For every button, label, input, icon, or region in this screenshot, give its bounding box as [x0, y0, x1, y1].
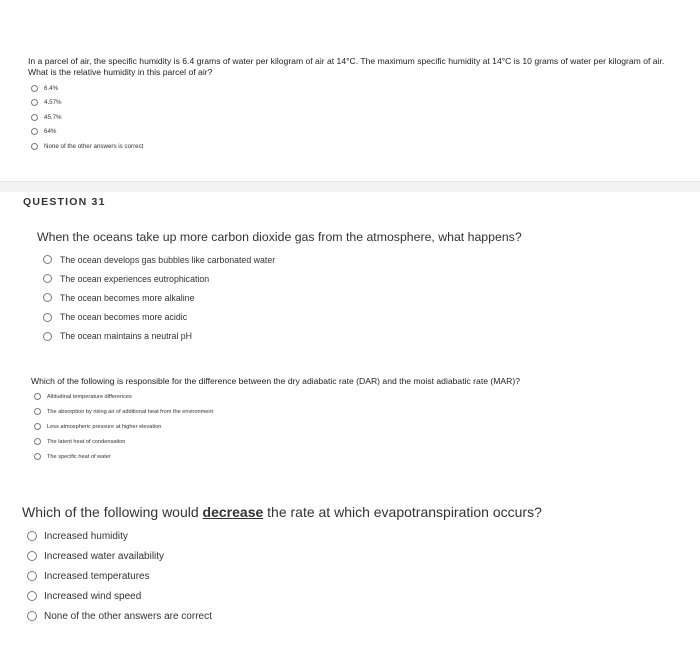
option-label: The specific heat of water: [47, 453, 111, 460]
question-text: [22, 504, 662, 520]
answer-option[interactable]: [37, 288, 657, 307]
radio-button[interactable]: [43, 332, 52, 341]
radio-button[interactable]: [31, 99, 38, 106]
option-label: Increased wind speed: [44, 590, 142, 602]
option-label: 64%: [44, 128, 57, 136]
question-ocean-co2: [37, 230, 657, 346]
answer-option[interactable]: [28, 139, 668, 154]
question-text: When the oceans take up more carbon dioxide gas from the atmosphere, what happens?: [37, 230, 522, 244]
answer-option[interactable]: [22, 546, 662, 566]
radio-button[interactable]: [43, 293, 52, 302]
option-label: Increased humidity: [44, 530, 128, 542]
option-label: None of the other answers are correct: [44, 610, 212, 622]
option-label: The ocean becomes more alkaline: [60, 292, 195, 303]
radio-button[interactable]: [31, 114, 38, 121]
answer-option[interactable]: [28, 110, 668, 125]
question-text: Which of the following is responsible for the difference between the dry adiabatic rate (DAR) and the moist adiabatic rate (MAR)?: [31, 376, 520, 386]
answer-option[interactable]: [37, 308, 657, 327]
radio-button[interactable]: [43, 274, 52, 283]
option-label: 45.7%: [44, 113, 62, 121]
option-label: Increased water availability: [44, 550, 165, 562]
answer-option[interactable]: [37, 250, 657, 269]
question-text-start: Which of the following would: [22, 504, 203, 520]
option-label: The absorption by rising air of additional heat from the environment: [47, 408, 214, 415]
answer-option[interactable]: [31, 404, 681, 419]
radio-button[interactable]: [27, 591, 37, 601]
option-label: 4.57%: [44, 99, 62, 107]
option-label: Increased temperatures: [44, 570, 150, 582]
answer-option[interactable]: [28, 96, 668, 111]
radio-button[interactable]: [34, 438, 41, 445]
answer-option[interactable]: [37, 269, 657, 288]
radio-button[interactable]: [31, 143, 38, 150]
radio-button[interactable]: [34, 423, 41, 430]
radio-button[interactable]: [27, 531, 37, 541]
option-label: The ocean maintains a neutral pH: [60, 331, 193, 342]
option-label: Altitudinal temperature differences: [47, 393, 132, 400]
answer-option[interactable]: [28, 81, 668, 96]
radio-button[interactable]: [31, 128, 38, 135]
question-text: In a parcel of air, the specific humidity is 6.4 grams of water per kilogram of air at 14°C. The maximum specific humidity at 14°C is 10 grams of water per kilogram of air. What is the relative humidity in this parcel of air?: [28, 56, 665, 77]
answer-option[interactable]: [37, 327, 657, 346]
answer-option[interactable]: [31, 389, 681, 404]
question-heading: QUESTION 31: [23, 196, 106, 208]
option-label: The ocean develops gas bubbles like carbonated water: [60, 254, 276, 265]
answer-option[interactable]: [22, 586, 662, 606]
emphasized-word: decrease: [202, 504, 264, 520]
option-label: 6.4%: [44, 84, 59, 92]
answer-option[interactable]: [22, 566, 662, 586]
radio-button[interactable]: [27, 571, 37, 581]
radio-button[interactable]: [34, 453, 41, 460]
question-text-end: the rate at which evapotranspiration occurs?: [263, 504, 542, 520]
radio-button[interactable]: [34, 393, 41, 400]
answer-option[interactable]: [22, 526, 662, 546]
option-label: The latent heat of condensation: [47, 438, 126, 445]
answer-option[interactable]: [31, 434, 681, 449]
answer-option[interactable]: [22, 606, 662, 626]
radio-button[interactable]: [43, 313, 52, 322]
radio-button[interactable]: [34, 408, 41, 415]
option-label: None of the other answers is correct: [44, 142, 144, 150]
option-label: The ocean becomes more acidic: [60, 312, 188, 323]
option-label: The ocean experiences eutrophication: [60, 273, 210, 284]
radio-button[interactable]: [43, 255, 52, 264]
section-divider: [0, 181, 700, 192]
radio-button[interactable]: [27, 551, 37, 561]
option-label: Less atmospheric pressure at higher elevation: [47, 423, 162, 430]
question-evapotranspiration: [22, 504, 662, 626]
answer-option[interactable]: [28, 125, 668, 140]
radio-button[interactable]: [27, 611, 37, 621]
question-relative-humidity: [28, 56, 668, 154]
radio-button[interactable]: [31, 85, 38, 92]
question-adiabatic-rate: [31, 376, 681, 464]
answer-option[interactable]: [31, 419, 681, 434]
answer-option[interactable]: [31, 449, 681, 464]
